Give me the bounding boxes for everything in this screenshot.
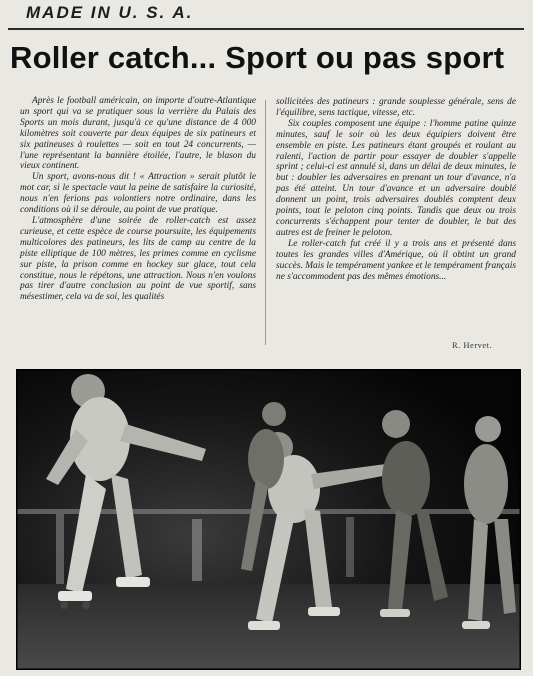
article-column-right [276, 97, 516, 282]
article-paragraph: L'atmosphère d'une soirée de roller-catch est assez curieuse, et cette espèce de course poursuite, les équipements multicolores des patineurs, les lits de camp au centre de la piste elliptique de 100 mètres, les primes comme en cyclisme sur piste, la prison comme en hockey sur glace, tout cela constitue, nous le répétons, une attraction. Nous n'en voulons pas tirer d'autre conclusion au point de vue sportif, sans mésestimer, cela va de soi, les qualités [20, 215, 256, 303]
header-rule [8, 28, 524, 30]
section-rubric: MADE IN U. S. A. [26, 3, 194, 22]
article-paragraph: Le roller-catch fut créé il y a trois ans et présenté dans toutes les grandes villes d'Amérique, où il obtint un grand succès. Mais le tempérament yankee et le tempérament français ne s'accommodent pas des mêmes émotions... [276, 238, 516, 282]
article-headline: Roller catch... Sport ou pas sport [10, 40, 505, 75]
article-paragraph: sollicitées des patineurs : grande souplesse générale, sens de l'équilibre, sens tactique, vitesse, etc. [276, 97, 516, 118]
column-divider [265, 100, 266, 345]
roller-skaters-photo [16, 369, 521, 670]
article-paragraph: Six couples composent une équipe : l'homme patine quinze minutes, sauf le soir où les deux équipiers doivent être ensemble en piste. Les patineurs étant groupés et roulant au ralenti, l'action de partir pour essayer de doubler s'appelle sprint ; celui-ci est annulé si, dans un délai de deux minutes, le but : doubler les adversaires en prenant un tour d'avance, n'a pas été atteint. Un tour d'avance et un adversaire doublé donnent un point, trois adversaires doublés comptent deux points, tout le peloton cinq points. Tandis que deux ou trois concurrents s'échappent pour tenter de doubler, le but des autres est de freiner le peloton. [276, 118, 516, 238]
article-column-left [20, 96, 256, 303]
skaters-photo-illustration [16, 369, 521, 670]
article-paragraph: Un sport, avons-nous dit ! « Attraction » serait plutôt le mot car, si le spectacle vaut la peine de satisfaire la curiosité, nous n'en ferions pas volontiers notre ordinaire, dans les conditions où il se déroule, au point de vue pratique. [20, 172, 256, 216]
article-paragraph: Après le football américain, on importe d'outre-Atlantique un sport qui va se pratiquer sous la verrière du Palais des Sports un mois durant, jusqu'à ce qu'une distance de 4 000 kilomètres soit couverte par deux équipes de six patineurs et six patineuses à roulettes — soit en tout 24 concurrents, — l'une représentant la bannière étoilée, l'autre, le blason du vieux continent. [20, 96, 256, 172]
author-signature: R. Hervet. [452, 340, 493, 350]
